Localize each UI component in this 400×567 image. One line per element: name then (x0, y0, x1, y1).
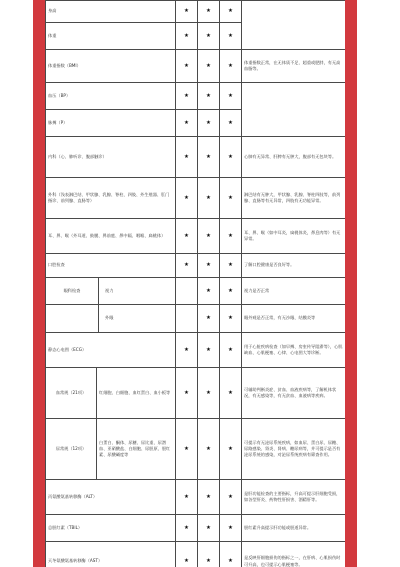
star-icon: ★ (220, 368, 242, 419)
star-icon: ★ (198, 219, 220, 254)
table-row (46, 305, 346, 333)
item-cell: 静态心电图（ECG） (46, 333, 176, 368)
star-icon: ★ (176, 50, 198, 83)
star-icon: ★ (198, 50, 220, 83)
eye-subtable (46, 305, 175, 332)
star-icon: ★ (198, 515, 220, 542)
star-icon: ★ (198, 305, 220, 333)
sub-item-cell: 外眼 (105, 315, 114, 321)
star-icon: ★ (176, 219, 198, 254)
star-icon: ★ (198, 278, 220, 305)
star-icon: ★ (220, 83, 242, 110)
star-icon: ★ (220, 480, 242, 515)
star-icon: ★ (220, 219, 242, 254)
table-row (46, 83, 346, 110)
star-icon: ★ (176, 178, 198, 219)
item-cell (46, 368, 176, 419)
star-icon: ★ (176, 110, 198, 137)
star-icon: ★ (176, 83, 198, 110)
item-detail: 白蛋白、酮体、尿糖、尿比重、尿潜血、亚硝酸盐、白细胞、尿胆原、胆红素、尿酸碱度等 (99, 439, 171, 458)
desc-cell: 体重指数正常，在无体质不足、超重或肥胖，有无高血脂等。 (242, 50, 346, 83)
star-icon: ★ (220, 137, 242, 178)
table-row (46, 542, 346, 567)
item-cell: 总胆红素（TBIL） (46, 515, 176, 542)
star-icon: ★ (220, 333, 242, 368)
star-icon: ★ (198, 23, 220, 50)
eye-group-cell (46, 305, 176, 333)
desc-cell: 胆红素升高提示肝功能或胆道异常。 (242, 515, 346, 542)
table-row (46, 219, 346, 254)
star-icon: ★ (176, 333, 198, 368)
item-name: 尿常规（12项） (46, 419, 97, 479)
table-row (46, 278, 346, 305)
table-row (46, 50, 346, 83)
star-icon (176, 278, 198, 305)
item-cell: 丙氨酸氨基转移酶（ALT） (46, 480, 176, 515)
checkup-table (45, 0, 345, 567)
table-row (46, 333, 346, 368)
eye-group-spacer (46, 305, 99, 332)
star-icon: ★ (176, 254, 198, 278)
table-row (46, 1, 346, 23)
star-icon: ★ (220, 110, 242, 137)
star-icon: ★ (220, 515, 242, 542)
star-icon: ★ (220, 178, 242, 219)
star-icon (176, 305, 198, 333)
item-subtable (46, 419, 175, 479)
star-icon: ★ (198, 333, 220, 368)
desc-cell (242, 83, 346, 137)
document-panel (45, 0, 345, 567)
star-icon: ★ (220, 305, 242, 333)
table-row (46, 480, 346, 515)
item-cell: 外科（浅表淋巴结、甲状腺、乳腺、脊柱、四肢、外生殖器、肛门指诊、前列腺、直肠等） (46, 178, 176, 219)
star-icon: ★ (198, 137, 220, 178)
star-icon: ★ (176, 419, 198, 480)
star-icon: ★ (176, 23, 198, 50)
star-icon: ★ (176, 542, 198, 567)
item-cell: 内科（心、肺听诊、腹部触诊） (46, 137, 176, 178)
desc-cell: 用于心脏疾病检查（如早搏、房室传导阻滞等），心肌缺血、心肌梗塞、心律、心电图大等诊断。 (242, 333, 346, 368)
star-icon: ★ (198, 110, 220, 137)
star-icon: ★ (220, 1, 242, 23)
desc-cell: 是反映肝细胞损伤的指标之一，在肝病、心肌损伤时可升高，也可提示心肌梗塞等。 (242, 542, 346, 567)
item-cell: 血压（BP） (46, 83, 176, 110)
desc-cell: 心肺有无异常、肝脾有无肿大，腹部有无包块等。 (242, 137, 346, 178)
star-icon: ★ (176, 1, 198, 23)
table-row (46, 419, 346, 480)
desc-cell: 淋巴结有无肿大，甲状腺、乳腺、脊柱四肢等，前列腺、直肠等有无异常，四肢有无功能异常。 (242, 178, 346, 219)
star-icon: ★ (198, 178, 220, 219)
item-cell: 耳、鼻、喉（外耳道、鼓膜、鼻前庭、鼻中隔、咽喉、扁桃体） (46, 219, 176, 254)
desc-cell: 是肝功能检查的主要指标，升高可提示肝细胞受损，如各型肝炎、药物性肝损害、酒精肝等。 (242, 480, 346, 515)
star-icon: ★ (176, 480, 198, 515)
star-icon: ★ (198, 419, 220, 480)
item-detail: 红细胞、白细胞、血红蛋白、血小板等 (99, 389, 171, 395)
table-row (46, 254, 346, 278)
desc-cell: 眼外观是否正常，有无沙眼、结膜炎等 (242, 305, 346, 333)
desc-cell (242, 1, 346, 50)
eye-group-label: 眼科检查 (46, 278, 99, 304)
item-cell: 天冬氨酸氨基转移酶（AST） (46, 542, 176, 567)
star-icon: ★ (198, 368, 220, 419)
star-icon: ★ (220, 419, 242, 480)
desc-cell: 视力是否正常 (242, 278, 346, 305)
item-name: 血常规（21项） (46, 368, 97, 418)
item-cell: 身高 (46, 1, 176, 23)
star-icon: ★ (198, 480, 220, 515)
item-cell: 体重指数（BMI） (46, 50, 176, 83)
star-icon: ★ (198, 83, 220, 110)
star-icon: ★ (220, 542, 242, 567)
star-icon: ★ (198, 254, 220, 278)
eye-group-cell (46, 278, 176, 305)
star-icon: ★ (220, 278, 242, 305)
desc-cell: 可辅助判断炎症、贫血、血液疾病等，了解机体状况，有无感染等，有无贫血、血液病等疾病。 (242, 368, 346, 419)
item-cell (46, 419, 176, 480)
desc-cell: 耳、鼻、喉（如中耳炎，扁桃体炎，鼻息肉等）有无异常。 (242, 219, 346, 254)
desc-cell: 可提示有无泌尿系统疾病，如血尿、蛋白尿、尿糖、尿路感染、肾炎、肾病、糖尿病等，并可提示是否有泌尿系统的感染，对泌尿系统疾病有筛查作用。 (242, 419, 346, 480)
desc-cell: 了解口腔健康是否良好等。 (242, 254, 346, 278)
item-cell: 口腔检查 (46, 254, 176, 278)
star-icon: ★ (176, 137, 198, 178)
item-subtable (46, 368, 175, 418)
star-icon: ★ (220, 23, 242, 50)
star-icon: ★ (176, 515, 198, 542)
table-row (46, 178, 346, 219)
star-icon: ★ (198, 1, 220, 23)
table-row (46, 137, 346, 178)
item-cell: 脉搏（P） (46, 110, 176, 137)
table-row (46, 515, 346, 542)
star-icon: ★ (220, 254, 242, 278)
item-cell: 体重 (46, 23, 176, 50)
right-red-bar (345, 0, 357, 567)
eye-subtable (46, 278, 175, 304)
table-row (46, 368, 346, 419)
star-icon: ★ (220, 50, 242, 83)
star-icon: ★ (198, 542, 220, 567)
sub-item-cell: 视力 (105, 287, 114, 293)
star-icon: ★ (176, 368, 198, 419)
left-red-bar (33, 0, 45, 567)
